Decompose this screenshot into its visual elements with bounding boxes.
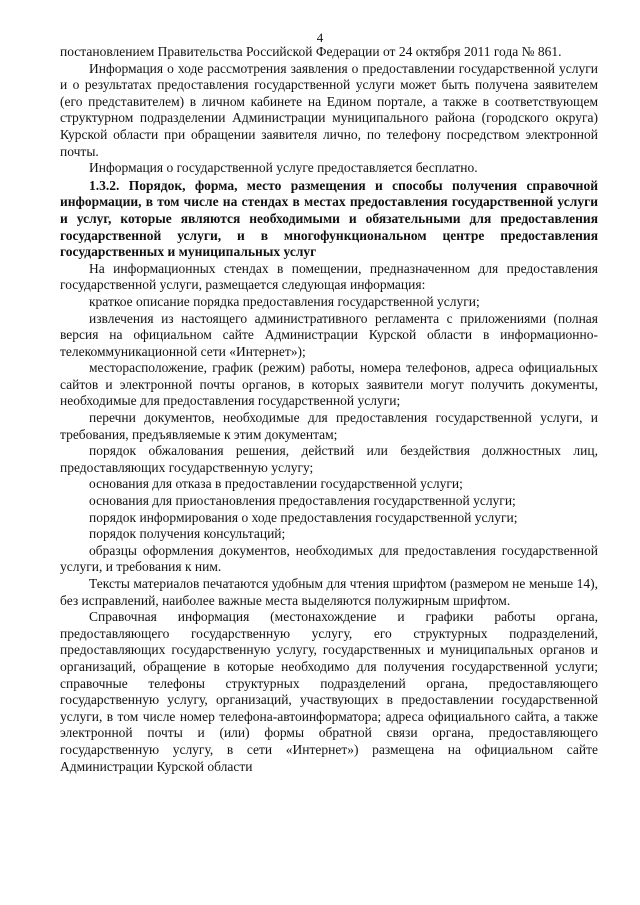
list-item: образцы оформления документов, необходимых для предоставления государственной услуги, и требования к ним.: [60, 542, 598, 575]
document-body: [60, 44, 598, 775]
paragraph-free-information: Информация о государственной услуге предоставляется бесплатно.: [89, 160, 478, 176]
list-item: краткое описание порядка предоставления государственной услуги;: [89, 293, 480, 309]
paragraph-reference-information: Справочная информация (местонахождение и графики работы органа, предоставляющего государственную услугу, его структурных подразделений, предоставляющих государственную услугу, государственных и муниципальных органов и организаций, обращение в которые необходимо для получения государственной услуги; справочные телефоны структурных подразделений органа, предоставляющего государственную услугу, организаций, участвующих в предоставлении государственной услуги, в том числе номер телефона-автоинформатора; адреса официального сайта, а также электронной почты и (или) формы обратной связи органа, предоставляющего государственную услугу, в сети «Интернет») размещена на официальном сайте Администрации Курской области: [60, 609, 598, 774]
paragraph-continuation: постановлением Правительства Российской Федерации от 24 октября 2011 года № 861.: [60, 44, 562, 59]
list-item: перечни документов, необходимые для предоставления государственной услуги, и требования, предъявляемые к этим документам;: [60, 410, 598, 442]
list-item: основания для приостановления предоставления государственной услуги;: [89, 493, 516, 509]
paragraph-application-status-info: Информация о ходе рассмотрения заявления о предоставлении государственной услуги и о результатах предоставления государственной услуги может быть получена заявителем (его представителем) в личном кабинете на Едином портале, а также в соответствующем структурном подразделении Администрации муниципального района (городского округа) Курской области при обращении заявителя лично, по телефону посредством электронной почты.: [60, 60, 598, 159]
section-heading-1-3-2: 1.3.2. Порядок, форма, место размещения и способы получения справочной информации, в том числе на стендах в местах предоставления государственной услуги и услуг, которые являются необходимыми и обязательными для предоставления государственной услуги, и в многофункциональном центре предоставления государственных и муниципальных услуг: [60, 177, 598, 260]
page-number: 4: [316, 30, 324, 45]
list-item: основания для отказа в предоставлении государственной услуги;: [89, 476, 463, 492]
paragraph-font-requirements: Тексты материалов печатаются удобным для чтения шрифтом (размером не меньше 14), без исправлений, наиболее важные места выделяются полужирным шрифтом.: [60, 576, 598, 608]
list-item: порядок обжалования решения, действий или бездействия должностных лиц, предоставляющих государственную услугу;: [60, 443, 598, 475]
paragraph-stands-intro: На информационных стендах в помещении, предназначенном для предоставления государственной услуги, размещается следующая информация:: [60, 260, 598, 293]
list-item: порядок информирования о ходе предоставления государственной услуги;: [89, 509, 518, 525]
list-item: месторасположение, график (режим) работы, номера телефонов, адреса официальных сайтов и электронной почты органов, в которых заявители могут получить документы, необходимые для предоставления государственной услуги;: [60, 360, 598, 409]
list-item: извлечения из настоящего административного регламента с приложениями (полная версия на официальном сайте Администрации Курской области в информационно-телекоммуникационной сети «Интернет»);: [60, 310, 598, 359]
list-item: порядок получения консультаций;: [89, 526, 286, 542]
